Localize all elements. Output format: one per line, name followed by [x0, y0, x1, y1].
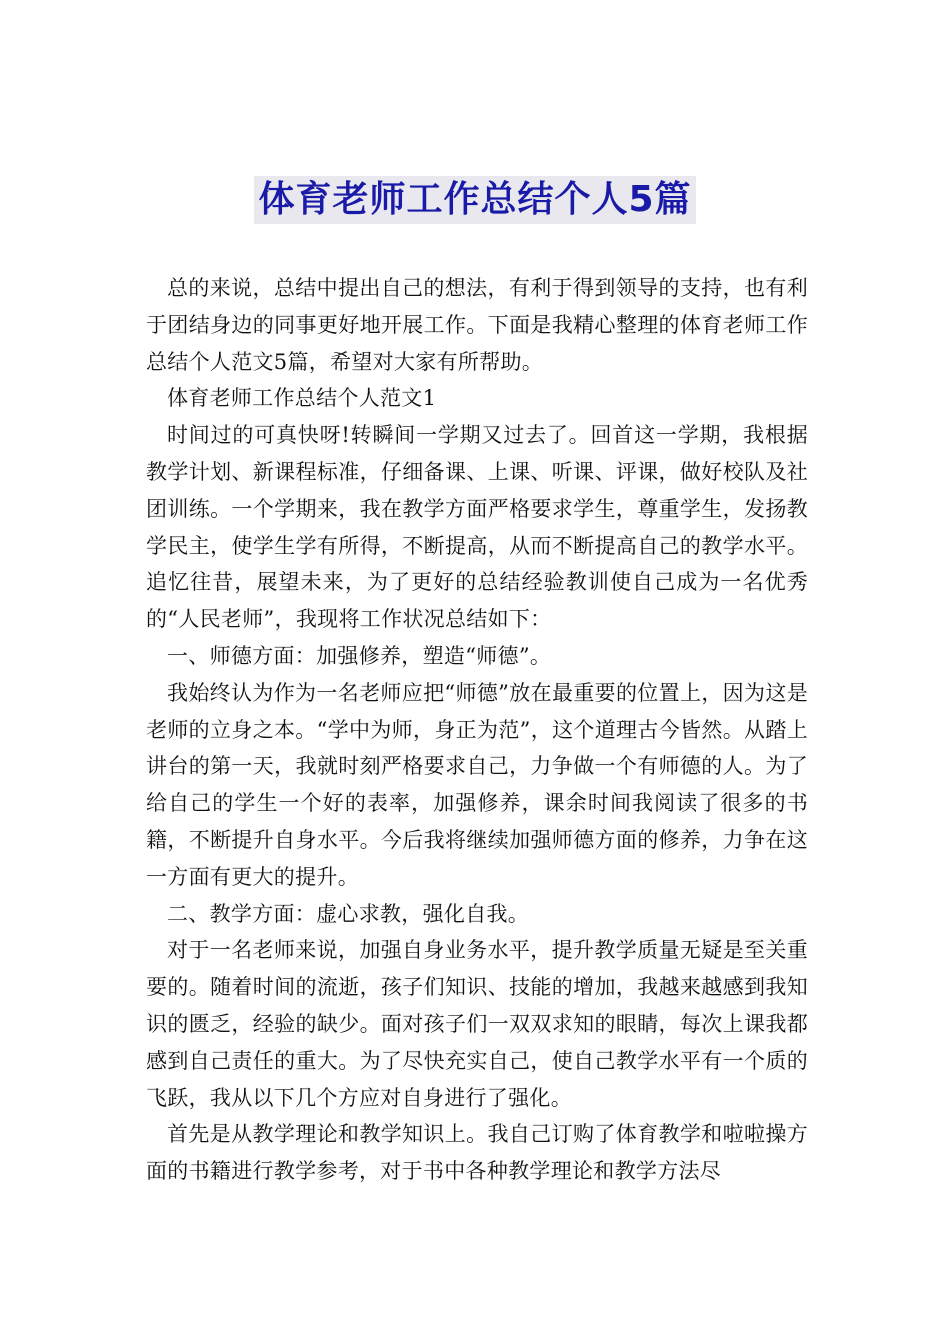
paragraph-intro: 总的来说，总结中提出自己的想法，有利于得到领导的支持，也有利于团结身边的同事更好地开展工作。下面是我精心整理的体育老师工作总结个人范文5篇，希望对大家有所帮助。 — [146, 276, 808, 374]
paragraph-body-3: 对于一名老师来说，加强自身业务水平，提升教学质量无疑是至关重要的。随着时间的流逝，孩子们知识、技能的增加，我越来越感到我知识的匮乏，经验的缺少。面对孩子们一双双求知的眼睛，每次上课我都感到自己责任的重大。为了尽快充实自己，使自己教学水平有一个质的飞跃，我从以下几个方应对自身进行了强化。 — [146, 938, 808, 1110]
paragraph-heading-1: 体育老师工作总结个人范文1 — [167, 386, 437, 411]
document-title: 体育老师工作总结个人5篇 — [254, 176, 695, 224]
paragraph-body-1: 时间过的可真快呀!转瞬间一学期又过去了。回首这一学期，我根据教学计划、新课程标准，仔细备课、上课、听课、评课，做好校队及社团训练。一个学期来，我在教学方面严格要求学生，尊重学生，发扬教学民主，使学生学有所得，不断提高，从而不断提高自己的教学水平。追忆往昔，展望未来，为了更好的总结经验教训使自己成为一名优秀的“人民老师”，我现将工作状况总结如下： — [146, 423, 808, 632]
paragraph-body-4: 首先是从教学理论和教学知识上。我自己订购了体育教学和啦啦操方面的书籍进行教学参考，对于书中各种教学理论和教学方法尽 — [146, 1122, 808, 1184]
paragraph-section-1: 一、师德方面：加强修养，塑造“师德”。 — [167, 643, 552, 668]
paragraph-body-2: 我始终认为作为一名老师应把“师德”放在最重要的位置上，因为这是老师的立身之本。“学中为师，身正为范”，这个道理古今皆然。从踏上讲台的第一天，我就时刻严格要求自己，力争做一个有师德的人。为了给自己的学生一个好的表率，加强修养，课余时间我阅读了很多的书籍，不断提升自身水平。今后我将继续加强师德方面的修养，力争在这一方面有更大的提升。 — [146, 680, 808, 889]
title-container — [0, 176, 950, 224]
document-body — [146, 270, 808, 1190]
paragraph-section-2: 二、教学方面：虚心求教，强化自我。 — [167, 901, 530, 926]
